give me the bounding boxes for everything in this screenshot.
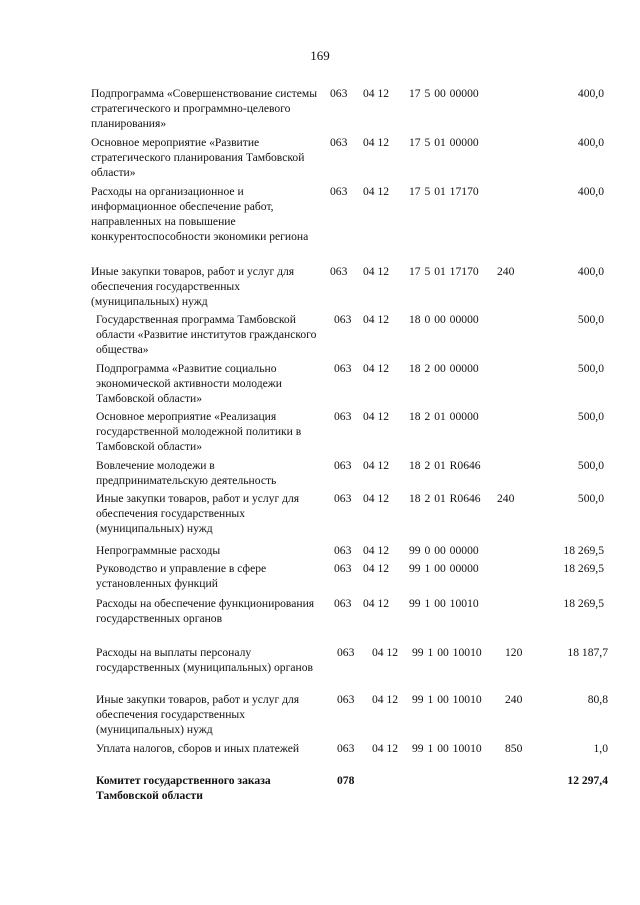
row-description: Руководство и управление в сфере установленных функций bbox=[96, 562, 267, 590]
row-description: Иные закупки товаров, работ и услуг для обеспечения государственных (муниципальных) нужд bbox=[91, 265, 295, 308]
row-description: Основное мероприятие «Реализация государственной молодежной политики в Тамбовской области» bbox=[96, 410, 302, 453]
amount: 400,0 bbox=[577, 87, 604, 100]
department-code: 063 bbox=[330, 265, 348, 278]
expense-type-code: 120 bbox=[505, 646, 523, 659]
amount: 400,0 bbox=[577, 136, 604, 149]
department-code: 063 bbox=[330, 185, 348, 198]
department-code: 063 bbox=[334, 313, 352, 326]
section-code: 04 12 bbox=[363, 410, 390, 423]
row-description: Вовлечение молодежи в предпринимательскую деятельность bbox=[96, 459, 277, 487]
table-row bbox=[0, 312, 640, 360]
target-article-code: 18 2 00 00000 bbox=[409, 362, 479, 375]
amount: 400,0 bbox=[577, 265, 604, 278]
department-code: 078 bbox=[337, 774, 355, 787]
section-code: 04 12 bbox=[372, 742, 399, 755]
amount: 500,0 bbox=[577, 313, 604, 326]
table-row bbox=[0, 135, 640, 183]
target-article-code: 99 1 00 00000 bbox=[409, 562, 479, 575]
amount: 500,0 bbox=[577, 492, 604, 505]
row-description: Расходы на выплаты персоналу государственных (муниципальных) органов bbox=[96, 646, 313, 674]
target-article-code: 17 5 01 17170 bbox=[409, 265, 479, 278]
table-row bbox=[0, 692, 640, 740]
table-row bbox=[0, 596, 640, 644]
department-code: 063 bbox=[330, 136, 348, 149]
amount: 1,0 bbox=[593, 742, 608, 755]
target-article-code: 18 2 01 R0646 bbox=[409, 459, 481, 472]
amount: 18 269,5 bbox=[563, 562, 604, 575]
department-code: 063 bbox=[330, 87, 348, 100]
amount: 400,0 bbox=[577, 185, 604, 198]
row-description: Иные закупки товаров, работ и услуг для обеспечения государственных (муниципальных) нужд bbox=[96, 693, 300, 736]
department-code: 063 bbox=[337, 646, 355, 659]
target-article-code: 18 2 01 00000 bbox=[409, 410, 479, 423]
table-row bbox=[0, 361, 640, 409]
table-row bbox=[0, 645, 640, 693]
section-code: 04 12 bbox=[363, 265, 390, 278]
table-row bbox=[0, 409, 640, 457]
table-row bbox=[0, 264, 640, 312]
amount: 500,0 bbox=[577, 362, 604, 375]
department-code: 063 bbox=[334, 492, 352, 505]
department-code: 063 bbox=[337, 742, 355, 755]
amount: 18 269,5 bbox=[563, 597, 604, 610]
page-number: 169 bbox=[310, 48, 330, 63]
table-row bbox=[0, 86, 640, 134]
expense-type-code: 240 bbox=[497, 492, 515, 505]
expense-type-code: 850 bbox=[505, 742, 523, 755]
row-description: Подпрограмма «Совершенствование системы стратегического и программно-целевого планирования» bbox=[91, 87, 317, 130]
section-code: 04 12 bbox=[363, 459, 390, 472]
section-code: 04 12 bbox=[363, 492, 390, 505]
amount: 18 269,5 bbox=[563, 544, 604, 557]
row-description: Иные закупки товаров, работ и услуг для обеспечения государственных (муниципальных) нужд bbox=[96, 492, 300, 535]
row-description: Непрограммные расходы bbox=[96, 544, 221, 557]
row-description: Расходы на обеспечение функционирования государственных органов bbox=[96, 597, 315, 625]
department-code: 063 bbox=[334, 362, 352, 375]
department-code: 063 bbox=[334, 597, 352, 610]
target-article-code: 99 1 00 10010 bbox=[409, 597, 479, 610]
row-description: Комитет государственного заказа Тамбовской области bbox=[96, 774, 271, 802]
department-code: 063 bbox=[334, 544, 352, 557]
amount: 18 187,7 bbox=[567, 646, 608, 659]
target-article-code: 17 5 01 00000 bbox=[409, 136, 479, 149]
target-article-code: 17 5 01 17170 bbox=[409, 185, 479, 198]
table-row bbox=[0, 561, 640, 593]
row-description: Основное мероприятие «Развитие стратегического планирования Тамбовской области» bbox=[91, 136, 305, 179]
amount: 500,0 bbox=[577, 459, 604, 472]
target-article-code: 99 1 00 10010 bbox=[412, 742, 482, 755]
row-description: Подпрограмма «Развитие социально экономической активности молодежи Тамбовской области» bbox=[96, 362, 282, 405]
department-code: 063 bbox=[334, 562, 352, 575]
target-article-code: 99 0 00 00000 bbox=[409, 544, 479, 557]
department-code: 063 bbox=[337, 693, 355, 706]
department-code: 063 bbox=[334, 459, 352, 472]
section-code: 04 12 bbox=[372, 646, 399, 659]
table-row bbox=[0, 741, 640, 773]
section-code: 04 12 bbox=[363, 313, 390, 326]
section-code: 04 12 bbox=[363, 362, 390, 375]
row-description: Уплата налогов, сборов и иных платежей bbox=[96, 742, 300, 755]
section-code: 04 12 bbox=[363, 597, 390, 610]
target-article-code: 18 0 00 00000 bbox=[409, 313, 479, 326]
amount: 12 297,4 bbox=[567, 774, 608, 787]
section-code: 04 12 bbox=[372, 693, 399, 706]
amount: 500,0 bbox=[577, 410, 604, 423]
target-article-code: 99 1 00 10010 bbox=[412, 646, 482, 659]
table-row bbox=[0, 458, 640, 490]
amount: 80,8 bbox=[587, 693, 608, 706]
table-row bbox=[0, 184, 640, 262]
row-description: Государственная программа Тамбовской области «Развитие институтов гражданского общества» bbox=[96, 313, 317, 356]
target-article-code: 99 1 00 10010 bbox=[412, 693, 482, 706]
expense-type-code: 240 bbox=[497, 265, 515, 278]
section-code: 04 12 bbox=[363, 544, 390, 557]
section-code: 04 12 bbox=[363, 185, 390, 198]
section-code: 04 12 bbox=[363, 562, 390, 575]
expense-type-code: 240 bbox=[505, 693, 523, 706]
department-code: 063 bbox=[334, 410, 352, 423]
row-description: Расходы на организационное и информационное обеспечение работ, направленных на повышение конкурентоспособности экономики региона bbox=[91, 185, 309, 243]
table-row bbox=[0, 491, 640, 539]
target-article-code: 18 2 01 R0646 bbox=[409, 492, 481, 505]
target-article-code: 17 5 00 00000 bbox=[409, 87, 479, 100]
section-code: 04 12 bbox=[363, 136, 390, 149]
section-code: 04 12 bbox=[363, 87, 390, 100]
table-row bbox=[0, 543, 640, 559]
table-row-total bbox=[0, 773, 640, 805]
